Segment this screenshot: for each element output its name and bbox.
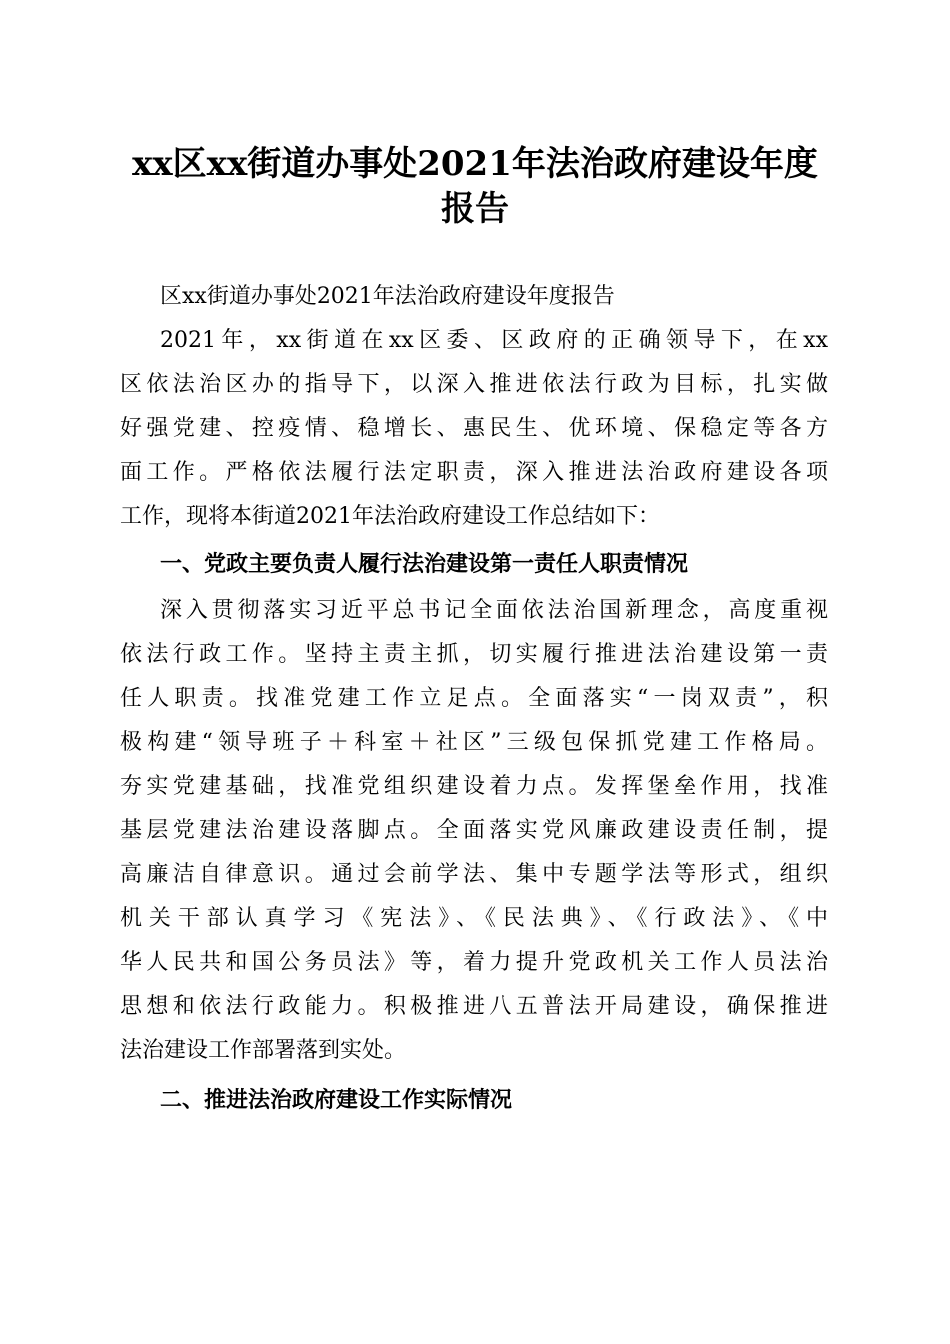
- paragraph-line: 依法行政工作。坚持主责主抓，切实履行推进法治建设第一责: [120, 642, 828, 667]
- paragraph-line: 深入贯彻落实习近平总书记全面依法治国新理念，高度重视: [160, 598, 828, 623]
- paragraph-line: 华人民共和国公务员法》等，着力提升党政机关工作人员法治: [120, 950, 828, 975]
- paragraph-line: 法治建设工作部署落到实处。: [120, 1038, 407, 1063]
- paragraph-line: 区依法治区办的指导下，以深入推进依法行政为目标，扎实做: [120, 372, 828, 397]
- document-title-line-1: xx区xx街道办事处2021年法治政府建设年度: [132, 144, 818, 184]
- paragraph-line: 基层党建法治建设落脚点。全面落实党风廉政建设责任制，提: [120, 818, 828, 843]
- document-title-line-2: 报告: [441, 189, 509, 229]
- section-heading-2: 二、推进法治政府建设工作实际情况: [160, 1088, 513, 1113]
- document-subtitle: 区xx街道办事处2021年法治政府建设年度报告: [160, 284, 615, 309]
- paragraph-line: 任人职责。找准党建工作立足点。全面落实“一岗双责”，积: [120, 686, 828, 711]
- paragraph-line: 思想和依法行政能力。积极推进八五普法开局建设，确保推进: [120, 994, 828, 1019]
- paragraph-line: 高廉洁自律意识。通过会前学法、集中专题学法等形式，组织: [120, 862, 828, 887]
- section-heading-1: 一、党政主要负责人履行法治建设第一责任人职责情况: [160, 552, 689, 577]
- paragraph-line: 2021年，xx街道在xx区委、区政府的正确领导下，在xx: [160, 328, 828, 353]
- paragraph-line: 机关干部认真学习《宪法》、《民法典》、《行政法》、《中: [120, 906, 828, 931]
- paragraph-line: 极构建“领导班子＋科室＋社区”三级包保抓党建工作格局。: [120, 730, 828, 755]
- paragraph-line: 好强党建、控疫情、稳增长、惠民生、优环境、保稳定等各方: [120, 416, 828, 441]
- paragraph-line: 夯实党建基础，找准党组织建设着力点。发挥堡垒作用，找准: [120, 774, 828, 799]
- paragraph-line: 面工作。严格依法履行法定职责，深入推进法治政府建设各项: [120, 460, 828, 485]
- paragraph-line: 工作，现将本街道2021年法治政府建设工作总结如下：: [120, 504, 660, 529]
